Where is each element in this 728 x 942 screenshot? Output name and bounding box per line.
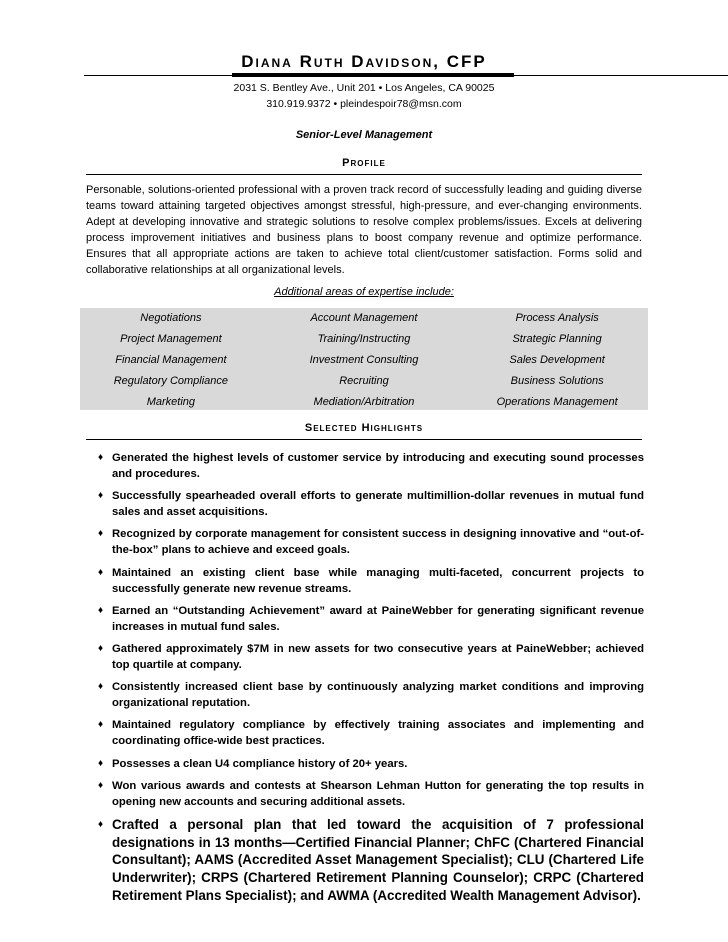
highlights-list [98, 450, 644, 911]
expertise-row [80, 370, 648, 391]
highlight-text: Recognized by corporate management for consistent success in designing innovative and “out-of-the-box” plans to achieve and exceed goals. [112, 528, 644, 557]
diamond-bullet-icon: ♦ [98, 642, 104, 654]
highlights-heading: Selected Highlights [304, 422, 424, 434]
highlights-rule [86, 439, 642, 440]
expertise-item: Strategic Planning [512, 333, 602, 346]
highlight-item [98, 717, 644, 749]
diamond-bullet-icon: ♦ [98, 528, 104, 540]
diamond-bullet-icon: ♦ [98, 604, 104, 616]
expertise-item: Mediation/Arbitration [313, 395, 415, 408]
diamond-bullet-icon: ♦ [98, 490, 104, 502]
highlight-item [98, 603, 644, 635]
expertise-item: Financial Management [115, 353, 227, 366]
diamond-bullet-icon: ♦ [98, 818, 104, 830]
expertise-item: Regulatory Compliance [113, 374, 229, 387]
highlight-item [98, 488, 644, 520]
highlight-text: Gathered approximately $7M in new assets for two consecutive years at PaineWebber; achieved top quartile at company. [112, 642, 644, 671]
profile-rule [86, 174, 642, 175]
diamond-bullet-icon: ♦ [98, 757, 104, 769]
highlight-text: Won various awards and contests at Shearson Lehman Hutton for generating the top results in opening new accounts and securing additional assets. [112, 779, 644, 808]
highlight-text: Generated the highest levels of customer service by introducing and executing sound processes and procedures. [112, 452, 644, 480]
objective-title: Senior-Level Management [295, 129, 433, 141]
diamond-bullet-icon: ♦ [98, 566, 104, 578]
contact-line: 310.919.9372 • pleindespoir78@msn.com [266, 98, 462, 110]
expertise-item: Project Management [120, 333, 222, 346]
expertise-item: Sales Development [509, 353, 605, 366]
expertise-row [80, 350, 648, 371]
highlight-text: Maintained an existing client base while managing multi-faceted, concurrent projects to successfully generate new revenue streams. [112, 566, 644, 595]
expertise-item: Marketing [146, 395, 196, 408]
highlight-text: Possesses a clean U4 compliance history of 20+ years. [112, 757, 408, 770]
highlight-item [98, 450, 644, 482]
profile-text: Personable, solutions-oriented professional with a proven track record of successfully leading and guiding diverse teams toward attaining targeted objectives amongst stressful, high-pressure, and ever-changing environments. Adept at developing innovative and strategic solutions to resolve complex problems/issues. Excels at delivering process improvement initiatives and business plans to boost company revenue and optimize performance. Ensures that all appropriate actions are taken to achieve total client/customer satisfaction. Forms solid and collaborative relationships at all organizational levels. [86, 184, 642, 276]
expertise-row [80, 329, 648, 350]
highlight-item [98, 816, 644, 905]
expertise-item: Recruiting [339, 374, 389, 387]
highlight-item [98, 641, 644, 673]
expertise-row [80, 308, 648, 329]
highlight-text: Successfully spearheaded overall efforts to generate multimillion-dollar revenues in mutual fund sales and asset acquisitions. [112, 490, 644, 519]
candidate-name: Diana Ruth Davidson, CFP [241, 52, 487, 71]
highlight-text: Maintained regulatory compliance by effectively training associates and implementing and coordinating office-wide best practices. [112, 719, 644, 748]
highlight-item [98, 756, 644, 772]
highlight-item [98, 679, 644, 711]
expertise-table [80, 308, 648, 410]
highlight-item [98, 526, 644, 558]
header-rule-accent [232, 73, 514, 77]
expertise-item: Business Solutions [510, 374, 604, 387]
expertise-heading: Additional areas of expertise include: [274, 286, 454, 298]
highlight-item [98, 565, 644, 597]
expertise-item: Training/Instructing [317, 333, 411, 346]
diamond-bullet-icon: ♦ [98, 719, 104, 731]
diamond-bullet-icon: ♦ [98, 779, 104, 791]
expertise-item: Account Management [310, 312, 418, 325]
expertise-item: Operations Management [496, 395, 618, 408]
profile-heading: Profile [342, 157, 386, 169]
highlight-text: Consistently increased client base by continuously analyzing market conditions and improving organizational reputation. [112, 681, 644, 710]
expertise-row [80, 391, 648, 412]
highlight-text: Crafted a personal plan that led toward the acquisition of 7 professional designations in 13 months—Certified Financial Planner; ChFC (Chartered Financial Consultant); AAMS (Accredited Asset Management Specialist); CLU (Chartered Life Underwriter); CRPS (Chartered Retirement Planning Counselor); CRPC (Chartered Retirement Plans Specialist); and AWMA (Accredited Wealth Management Advisor). [112, 816, 644, 904]
diamond-bullet-icon: ♦ [98, 681, 104, 693]
diamond-bullet-icon: ♦ [98, 452, 104, 463]
expertise-item: Process Analysis [515, 312, 599, 325]
address-line: 2031 S. Bentley Ave., Unit 201 • Los Angeles, CA 90025 [233, 82, 495, 94]
highlight-item [98, 778, 644, 810]
expertise-item: Negotiations [140, 312, 202, 325]
expertise-item: Investment Consulting [309, 353, 419, 366]
highlight-text: Earned an “Outstanding Achievement” award at PaineWebber for generating significant revenue increases in mutual fund sales. [112, 604, 644, 633]
